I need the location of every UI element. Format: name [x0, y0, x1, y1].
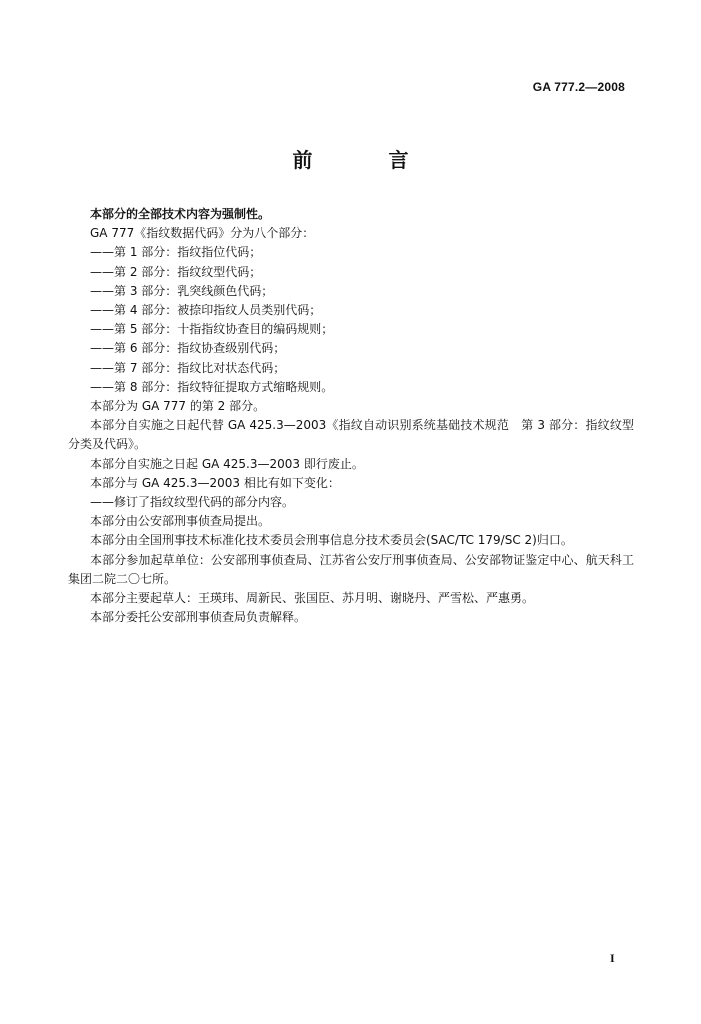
paragraph-drafting-units: 本部分参加起草单位：公安部刑事侦查局、江苏省公安厅刑事侦查局、公安部物证鉴定中心、航天科工集团二院二〇七所。 — [68, 552, 634, 586]
paragraph-proposed-by: 本部分由公安部刑事侦查局提出。 — [90, 514, 271, 529]
list-item-part-1: ——第 1 部分：指纹指位代码； — [90, 245, 262, 260]
paragraph-parts-intro: GA 777《指纹数据代码》分为八个部分： — [90, 226, 315, 241]
foreword-body — [68, 205, 634, 627]
list-item-part-7: ——第 7 部分：指纹比对状态代码； — [90, 360, 286, 375]
page-number: I — [610, 951, 615, 965]
list-item-part-8: ——第 8 部分：指纹特征提取方式缩略规则。 — [90, 379, 334, 394]
list-item-part-3: ——第 3 部分：乳突线颜色代码； — [90, 283, 274, 298]
page-title: 前 言 — [292, 148, 437, 172]
paragraph-mandatory-statement: 本部分的全部技术内容为强制性。 — [90, 207, 271, 221]
paragraph-centralized-by: 本部分由全国刑事技术标准化技术委员会刑事信息分技术委员会(SAC/TC 179/SC 2)归口。 — [90, 533, 573, 548]
paragraph-drafters: 本部分主要起草人：王瑛玮、周新民、张国臣、苏月明、谢晓丹、严雪松、严惠勇。 — [90, 591, 535, 606]
standard-code: GA 777.2—2008 — [532, 80, 625, 94]
paragraph-abolished: 本部分自实施之日起 GA 425.3—2003 即行废止。 — [90, 456, 364, 471]
paragraph-interpretation: 本部分委托公安部刑事侦查局负责解释。 — [90, 610, 307, 625]
list-item-part-2: ——第 2 部分：指纹纹型代码； — [90, 264, 262, 279]
list-item-part-4: ——第 4 部分：被捺印指纹人员类别代码； — [90, 303, 322, 318]
list-item-change: ——修订了指纹纹型代码的部分内容。 — [90, 495, 295, 510]
list-item-part-6: ——第 6 部分：指纹协查级别代码； — [90, 341, 286, 356]
paragraph-replaces: 本部分自实施之日起代替 GA 425.3—2003《指纹自动识别系统基础技术规范 第 3 部分：指纹纹型分类及代码》。 — [68, 418, 634, 452]
paragraph-changes-intro: 本部分与 GA 425.3—2003 相比有如下变化： — [90, 475, 340, 490]
paragraph-this-part: 本部分为 GA 777 的第 2 部分。 — [90, 399, 266, 414]
list-item-part-5: ——第 5 部分：十指指纹协查目的编码规则； — [90, 322, 334, 337]
